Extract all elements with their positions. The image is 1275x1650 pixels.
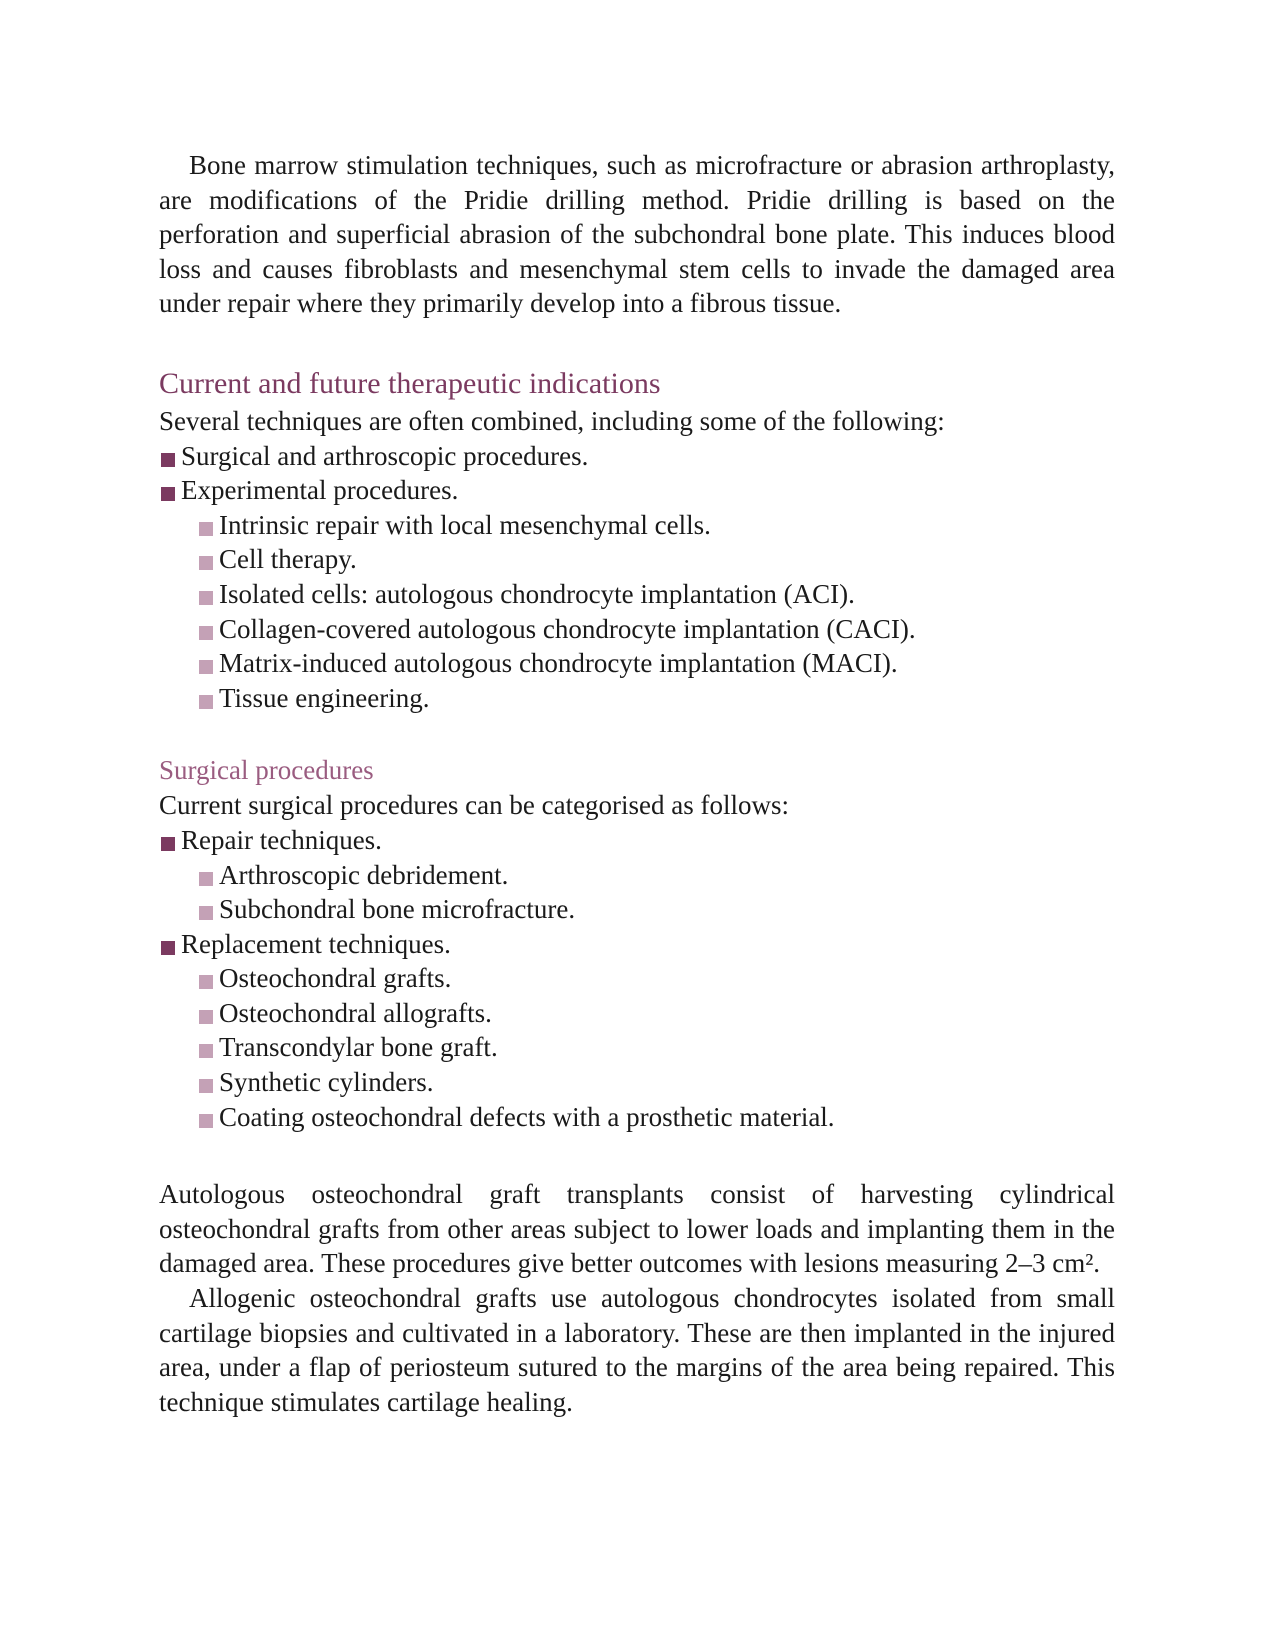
bullet-list: [159, 439, 1115, 716]
square-bullet-icon: [199, 695, 213, 709]
sub-list-item: [159, 681, 1115, 716]
square-bullet-icon: [199, 626, 213, 640]
list-item-label: Repair techniques.: [181, 824, 382, 855]
square-bullet-icon: [161, 837, 175, 851]
list-item: [159, 927, 1115, 1135]
sub-list-item: [159, 542, 1115, 577]
square-bullet-icon: [161, 453, 175, 467]
sub-bullet-list: [159, 508, 1115, 716]
section-intro: Several techniques are often combined, including some of the following:: [159, 405, 945, 436]
square-bullet-icon: [199, 660, 213, 674]
sub-list-item-label: Isolated cells: autologous chondrocyte implantation (ACI).: [219, 578, 855, 609]
sub-list-item: [159, 961, 1115, 996]
list-item-label: Surgical and arthroscopic procedures.: [181, 440, 589, 471]
sub-list-item-label: Subchondral bone microfracture.: [219, 894, 576, 925]
sub-list-item: [159, 1065, 1115, 1100]
sub-list-item-label: Matrix-induced autologous chondrocyte implantation (MACI).: [219, 648, 898, 679]
list-item: [159, 823, 1115, 927]
document-page: [159, 148, 1115, 1419]
closing-paragraph-allogenic: Allogenic osteochondral grafts use autologous chondrocytes isolated from small cartilage biopsies and cultivated in a laboratory. These are then implanted in the injured area, under a flap of periosteum sutured to the margins of the area being repaired. This technique stimulates cartilage healing.: [159, 1283, 1115, 1417]
square-bullet-icon: [199, 1010, 213, 1024]
square-bullet-icon: [199, 872, 213, 886]
sub-list-item-label: Osteochondral allografts.: [219, 997, 492, 1028]
sub-list-item-label: Osteochondral grafts.: [219, 963, 452, 994]
square-bullet-icon: [199, 1079, 213, 1093]
sub-list-item: [159, 1030, 1115, 1065]
sub-list-item-label: Cell therapy.: [219, 544, 357, 575]
sub-list-item: [159, 646, 1115, 681]
intro-paragraph: Bone marrow stimulation techniques, such as microfracture or abrasion arthroplasty, are modifications of the Pridie drilling method. Pridie drilling is based on the perforation and superficial abrasion of the subchondral bone plate. This induces blood loss and causes fibroblasts and mesenchymal stem cells to invade the damaged area under repair where they primarily develop into a fibrous tissue.: [159, 150, 1115, 319]
sub-list-item-label: Intrinsic repair with local mesenchymal cells.: [219, 509, 711, 540]
sub-list-item-label: Coating osteochondral defects with a prosthetic material.: [219, 1101, 835, 1132]
section-heading-therapeutic-indications: Current and future therapeutic indications: [159, 366, 661, 400]
list-item-label: Experimental procedures.: [181, 475, 459, 506]
bullet-list: [159, 823, 1115, 1134]
list-item-label: Replacement techniques.: [181, 928, 451, 959]
square-bullet-icon: [199, 1044, 213, 1058]
sub-list-item-label: Arthroscopic debridement.: [219, 859, 509, 890]
square-bullet-icon: [199, 522, 213, 536]
sub-list-item: [159, 892, 1115, 927]
sub-list-item: [159, 508, 1115, 543]
square-bullet-icon: [199, 975, 213, 989]
sub-list-item: [159, 577, 1115, 612]
sub-list-item-label: Tissue engineering.: [219, 682, 430, 713]
sub-list-item-label: Collagen-covered autologous chondrocyte implantation (CACI).: [219, 613, 916, 644]
square-bullet-icon: [199, 556, 213, 570]
list-item: [159, 439, 1115, 474]
square-bullet-icon: [161, 941, 175, 955]
sub-list-item: [159, 612, 1115, 647]
closing-paragraph-autologous: Autologous osteochondral graft transplants consist of harvesting cylindrical osteochondral grafts from other areas subject to lower loads and implanting them in the damaged area. These procedures give better outcomes with lesions measuring 2–3 cm².: [159, 1179, 1115, 1279]
section-intro: Current surgical procedures can be categorised as follows:: [159, 790, 790, 821]
sub-bullet-list: [159, 961, 1115, 1134]
sub-list-item-label: Transcondylar bone graft.: [219, 1032, 498, 1063]
list-item: [159, 473, 1115, 715]
square-bullet-icon: [199, 591, 213, 605]
sub-bullet-list: [159, 858, 1115, 927]
section-heading-surgical-procedures: Surgical procedures: [159, 755, 374, 786]
square-bullet-icon: [161, 487, 175, 501]
sub-list-item: [159, 1100, 1115, 1135]
square-bullet-icon: [199, 906, 213, 920]
sub-list-item-label: Synthetic cylinders.: [219, 1067, 434, 1098]
sub-list-item: [159, 858, 1115, 893]
sub-list-item: [159, 996, 1115, 1031]
square-bullet-icon: [199, 1114, 213, 1128]
